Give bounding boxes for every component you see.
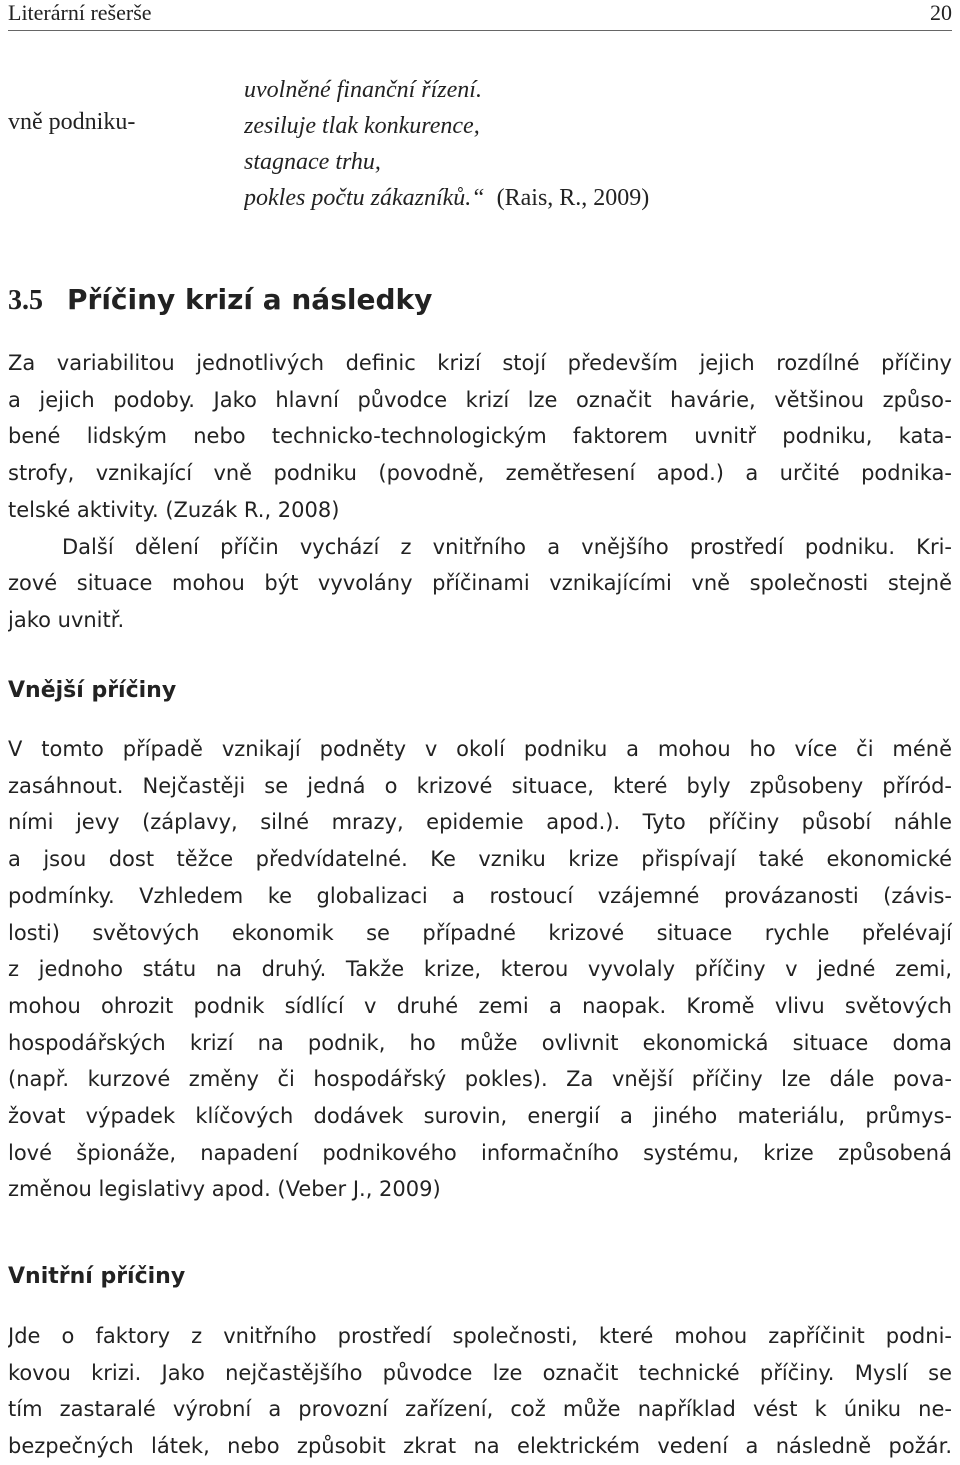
header-title: Literární rešerše [8, 0, 152, 25]
text-line: strofy, vznikající vně podniku (povodně, zemětřesení apod.) a určité podnika- [8, 461, 952, 486]
text-line: změnou legislativy apod. (Veber J., 2009) [8, 1177, 441, 1202]
side-label: vně podniku- [8, 109, 136, 135]
external-causes-paragraph [8, 731, 952, 1208]
text-line: (např. kurzové změny či hospodářský pokles). Za vnější příčiny lze dále pova- [8, 1067, 952, 1092]
text-line: V tomto případě vznikají podněty v okolí podniku a mohou ho více či méně [8, 737, 952, 761]
internal-causes-paragraph [8, 1318, 952, 1465]
quote-line: zesiluje tlak konkurence, [244, 113, 480, 139]
section-heading [8, 280, 432, 321]
quote-text: pokles počtu zákazníků.“ [244, 185, 485, 211]
intro-paragraph [8, 345, 952, 639]
text-line: zové situace mohou být vyvolány příčinami vznikajícími vně společnosti stejně [8, 571, 952, 596]
text-line: Za variabilitou jednotlivých definic krizí stojí především jejich rozdílné příčiny [8, 351, 952, 375]
text-line: lové špionáže, napadení podnikového informačního systému, krize způsobená [8, 1140, 952, 1165]
quote-line: stagnace trhu, [244, 149, 381, 175]
text-line: losti) světových ekonomik se případné krizové situace rychle přelévají [8, 920, 952, 945]
text-line: bené lidským nebo technicko-technologickým faktorem uvnitř podniku, kata- [8, 424, 952, 449]
text-line: bezpečných látek, nebo způsobit zkrat na elektrickém vedení a následně požár. [8, 1434, 952, 1459]
text-line: hospodářských krizí na podnik, ho může ovlivnit ekonomická situace doma [8, 1030, 952, 1055]
running-header [8, 0, 952, 31]
text-line: a jejich podoby. Jako hlavní původce krizí lze označit havárie, většinou způso- [8, 387, 952, 412]
page-number: 20 [930, 0, 952, 25]
text-line: Jde o faktory z vnitřního prostředí společnosti, které mohou zapříčinit podni- [8, 1324, 952, 1348]
text-line: a jsou dost těžce předvídatelné. Ke vzniku krize přispívají také ekonomické [8, 847, 952, 872]
quote-citation: (Rais, R., 2009) [496, 185, 650, 211]
text-line: z jednoho státu na druhý. Takže krize, kterou vyvolaly příčiny v jedné zemi, [8, 957, 952, 982]
text-line: zasáhnout. Nejčastěji se jedná o krizové situace, které byly způsobeny příród- [8, 773, 952, 798]
quote-line: uvolněné finanční řízení. [244, 77, 482, 103]
text-line: tím zastaralé výrobní a provozní zařízení, což může například vést k úniku ne- [8, 1397, 952, 1422]
text-line: ními jevy (záplavy, silné mrazy, epidemie apod.). Tyto příčiny působí náhle [8, 810, 952, 835]
text-line: kovou krizi. Jako nejčastějšího původce lze označit technické příčiny. Myslí se [8, 1360, 952, 1385]
section-number: 3.5 [8, 285, 43, 316]
quote-line-last [244, 180, 649, 216]
text-line: Další dělení příčin vychází z vnitřního a vnějšího prostředí podniku. Kri- [62, 534, 952, 559]
external-causes-heading: Vnější příčiny [8, 678, 177, 703]
text-line: telské aktivity. (Zuzák R., 2008) [8, 497, 340, 522]
text-line: mohou ohrozit podnik sídlící v druhé zemi a naopak. Kromě vlivu světových [8, 993, 952, 1018]
section-title: Příčiny krizí a následky [67, 283, 433, 316]
text-line: jako uvnitř. [8, 607, 125, 632]
text-line: podmínky. Vzhledem ke globalizaci a rostoucí vzájemné provázanosti (závis- [8, 883, 952, 908]
internal-causes-heading: Vnitřní příčiny [8, 1264, 186, 1289]
text-line: žovat výpadek klíčových dodávek surovin, energií a jiného materiálu, průmys- [8, 1104, 952, 1129]
quote-block [244, 72, 649, 216]
